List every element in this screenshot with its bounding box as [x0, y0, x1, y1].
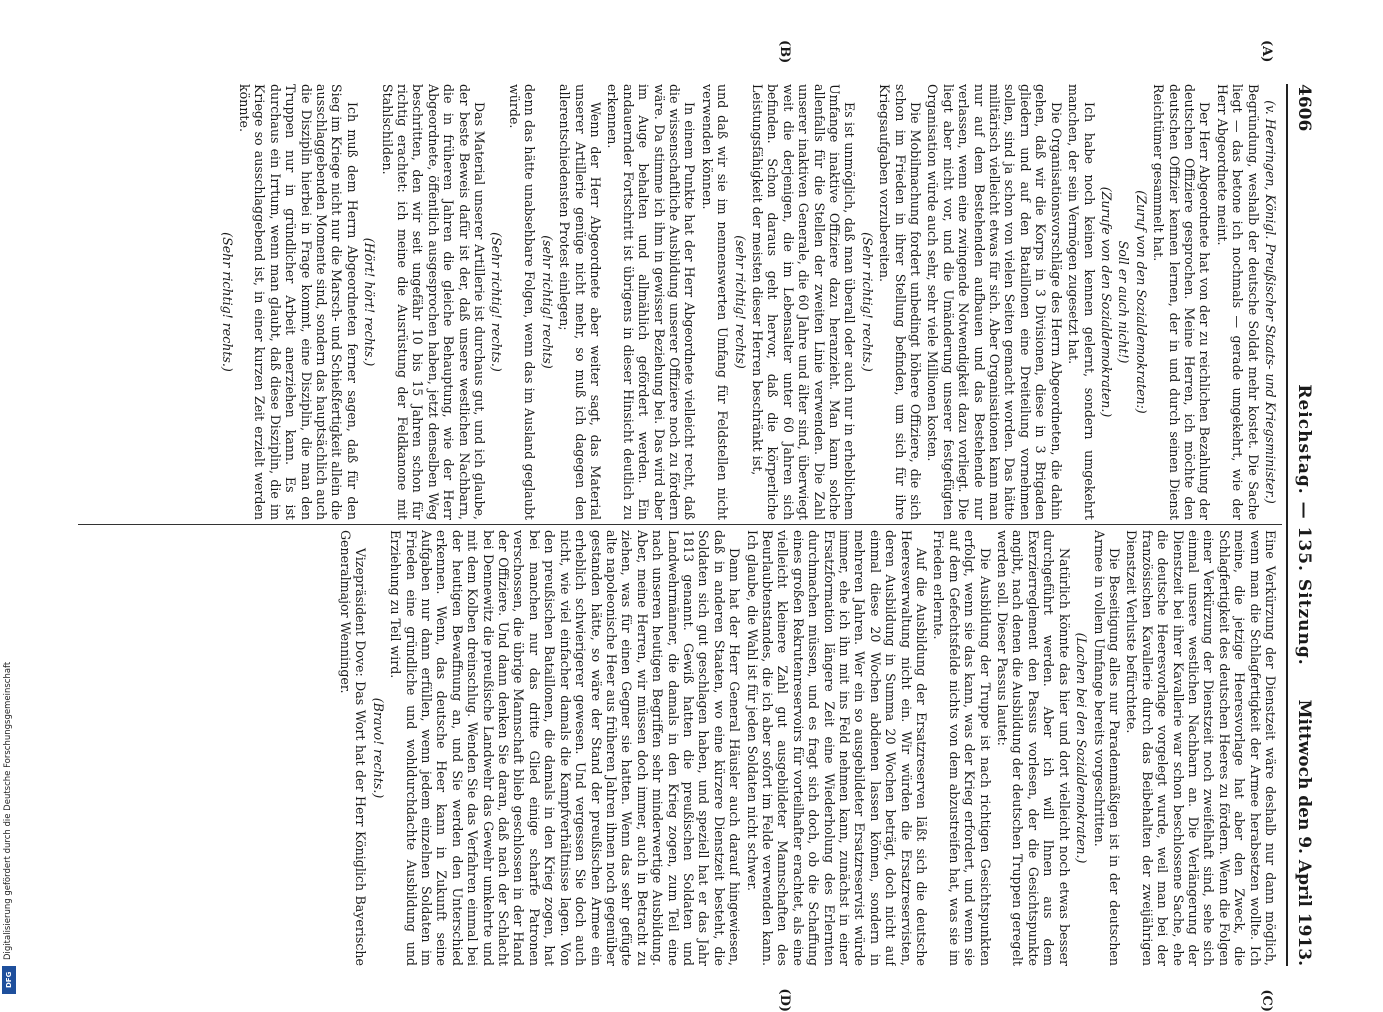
digitization-credit: Digitalisierung gefördert durch die Deutsche Forschungsgemeinschaft [3, 661, 13, 960]
paragraph: In einem Punkte hat der Herr Abgeordnete vielleicht recht, daß die wissenschaftliche Ausbildung unserer Offiziere noch zu fördern wäre. Da stimme ich ihm in gewisser Beziehung bei. Das wird aber im Auge behalten und allmählich gefördert werden. Ein andauernder Fortschritt ist übrigens in dieser Hinsicht deutlich zu erkennen. [605, 84, 698, 520]
interjection: (Sehr richtig! rechts.) [219, 232, 235, 372]
paragraph: und daß wir sie im nennenswerten Umfang für Feldstellen nicht verwenden können. [699, 84, 731, 520]
rotated-page [70, 40, 1320, 1012]
paragraph: Begründung, weshalb der deutsche Soldat mehr kostet. Die Sache liegt — das betone ich nochmals — gerade umgekehrt, wie der Herr Abgeordnete meint. [1214, 84, 1261, 520]
paragraph: Auf die Ausbildung der Ersatzreserven läßt sich die deutsche Heeresverwaltung nicht ein. Wir würden die Ersatzreservisten, deren Ausbildung in Summa 20 Wochen beträgt, doch nicht auf einmal diese 20 Wochen abdienen lassen können, sondern in mehreren Jahren. Wer ein so ausgebildeter Ersatzreservist würde immer, ehe ich ihn mit ins Feld nehmen kann, zunächst in einer Ersatzformation längere Zeit eine Wiederholung des Erlernten durchmachen müssen, und es fragt sich doch, ob die Schaffung eines großen Rekrutenreservoirs für vorteilhafter erachtet, als eine vielleicht kleinere Zahl gut ausgebildeter Mannschaften des Beurlaubtenstandes, die ich aber sofort im Felde verwenden kann. Ich glaube, die Wahl ist für jeden Soldaten nicht schwer. [744, 530, 930, 966]
paragraph: Ich muß dem Herrn Abgeordneten ferner sagen, daß für den Sieg im Kriege nicht nur die Marsch- und Schießfertigkeit allein die ausschlaggebenden Momente sind, sondern das hauptsächlich auch die Disziplin hierbei in Frage kommt, eine Disziplin, die man den Truppen nur in gründlicher Arbeit anerziehen kann. Es ist durchaus ein Irrtum, wenn man glaubt, daß diese Disziplin, die im Kriege so ausschlaggebend ist, in einer kurzen Zeit erzielt werden könnte. [237, 84, 360, 520]
speaker-announcement: Vizepräsident Dove: Das Wort hat der Herr Königlich Bayerische Generalmajor Wenninger. [338, 530, 369, 966]
interjection: (Hört! hört! rechts.) [362, 237, 378, 367]
paragraph: Die Organisationsvorschläge des Herrn Abgeordneten, die dahin gehen, daß wir die Korps in 3 Divisionen, diese in 3 Brigaden gliedern und auf den Bataillonen eine Dreiteilung vornehmen sollen, sind ja schon von vielen Seiten gemacht worden. Das hätte militärisch vielleicht etwas für sich. Aber Organisationen kann man nur auf dem Bestehenden aufbauen und das Bestehende nur verlassen, wenn eine zwingende Notwendigkeit dazu vorliegt. Die liegt aber nicht vor, und die Umänderung unserer festgefügten Organisation würde auch sehr, sehr viele Millionen kosten. [925, 84, 1064, 520]
column-divider [78, 524, 1282, 525]
quotation: Die Ausbildung der Truppe ist nach richtigen Gesichtspunkten erfolgt, wenn sie das kann, was der Krieg erfordert, und wenn sie auf dem Gefechtsfelde nichts von dem abzustreifen hat, was sie im Frieden erlernte. [931, 530, 993, 966]
paragraph: Das Material unserer Artillerie ist durchaus gut, und ich glaube, der beste Beweis dafür ist der, daß unsere westlichen Nachbarn, die in früheren Jahren die gleiche Behauptung, wie der Herr Abgeordnete, öffentlich ausgesprochen haben, jetzt denselben Weg beschritten, den wir seit ungefähr 10 bis 15 Jahren schon für richtig erachtet: ich meine die Ausrüstung der Feldkanone mit Stahlschilden. [379, 84, 488, 520]
interjection: (sehr richtig! rechts) [732, 235, 748, 369]
paragraph: denn das hätte unabsehbare Folgen, wenn das im Ausland geglaubt würde. [506, 84, 538, 520]
margin-marker-d: (D) [777, 988, 792, 1012]
margin-marker-a: (A) [1259, 40, 1274, 63]
interjection: (Bravo! rechts.) [370, 697, 386, 799]
interjection: (Sehr richtig! rechts.) [489, 232, 505, 372]
session-title: Reichstag. — 135. Sitzung. [1294, 384, 1314, 666]
interjection: (Zuruf von den Sozialdemokraten:) [1133, 190, 1149, 414]
interjection: Soll er auch nicht!) [1116, 240, 1132, 364]
page-number: 4606 [1294, 84, 1314, 132]
session-date: Mittwoch den 9. April 1913. [1294, 699, 1314, 966]
right-column [78, 530, 1278, 966]
paragraph: Die Mobilmachung fordert unbedingt höhere Offiziere, die sich schon im Frieden in ihrer Stellung befinden, um sich für ihre Kriegsaufgaben vorzubereiten. [877, 84, 924, 520]
paragraph: Dann hat der Herr General Häusler auch darauf hingewiesen, daß in anderen Staaten, wo eine kürzere Dienstzeit besteht, die Soldaten sich gut geschlagen haben, und speziell hat er das Jahr 1813 genannt. Gewiß hatten die preußischen Soldaten und Landwehrmänner, die damals in den Krieg zogen, zum Teil eine nach unseren heutigen Begriffen sehr minderwertige Ausbildung. Aber, meine Herren, wir müssen doch immer, auch in Betracht zu ziehen, was für einen Gegner sie hatten. Wenn das sehr gefügte alte napoleonische Heer aus früheren Jahren ihnen noch gegenüber gestanden hätte, so wäre der Stand der preußischen Armee ein erheblich schwierigerer gewesen. Und vergessen Sie doch auch nicht, wie viel einfacher damals die Kampfverhältnisse lagen. Von den preußischen Bataillonen, die damals in den Krieg zogen, hat bei manchen nur das dritte Glied einige scharfe Patronen verschossen, die übrige Mannschaft blieb geschlossen in der Hand der Offiziere. Und dann denken Sie daran, daß nach der Schlacht bei Dennewitz die preußische Landwehr das Gewehr umkehrte und mit dem Kolben dreinschlug. Wenden Sie das Verfahren einmal bei der heutigen Bewaffnung an, und Sie werden den Unterschied erkennen. Wenn, das deutsche Heer kann in Zukunft seine Aufgaben nur dann erfüllen, wenn jedem einzelnen Soldaten im Frieden eine gründliche und wohldurchdachte Ausbildung und Erziehung zu Teil wird. [388, 530, 743, 966]
dfg-logo: DFG [2, 966, 16, 994]
scan-sidebar [0, 0, 18, 1000]
paragraph: Natürlich könnte das hier und dort vielleicht noch etwas besser durchgeführt werden. Aber ich will Ihnen aus dem Exerzierreglement den Passus vorlesen, der die Gesichtspunkte angibt, nach denen die Ausbildung der deutschen Truppen geregelt werden soll. Dieser Passus lautet: [995, 530, 1072, 966]
paragraph: Es ist unmöglich, daß man überall oder auch nur in erheblichem Umfange inaktive Offiziere dazu heranzieht. Man kann solche allenfalls für die Stellen der zweiten Linie verwenden. Die Zahl unserer inaktiven Generale, die 60 Jahre und älter sind, überwiegt weit die derjenigen, die im Lebensalter unter 60 Jahren sich befinden. Schon daraus geht hervor, daß die körperliche Leistungsfähigkeit der meisten dieser Herren beschränkt ist, [750, 84, 858, 520]
page-header [1286, 84, 1314, 966]
interjection: (Sehr richtig! rechts.) [859, 232, 875, 372]
paragraph: Der Herr Abgeordnete hat von der zu reichlichen Bezahlung der deutschen Offiziere gesprochen. Meine Herren, ich möchte den deutschen Offizier kennen lernen, der in und durch seinen Dienst Reichtümer gesammelt hat. [1151, 84, 1213, 520]
left-column [78, 84, 1278, 520]
speaker-attribution: (v. Heeringen, Königl. Preußischer Staats- und Kriegsminister.) [1263, 100, 1278, 504]
paragraph: Die Beseitigung alles nur Paradenmäßigen ist in der deutschen Armee in vollem Umfange bereits vorgeschritten. [1091, 530, 1122, 966]
interjection: (Zurufe von den Sozialdemokraten.) [1098, 186, 1114, 418]
interjection: (Lachen bei den Sozialdemokraten.) [1074, 632, 1090, 864]
paragraph: Eine Verkürzung der Dienstzeit wäre deshalb nur dann möglich, wenn man die Schlagfertigkeit der Armee herabsetzen wollte. Ich meine, die jetzige Heeresvorlage hat aber den Zweck, die Schlagfertigkeit des deutschen Heeres zu fördern. Wenn die Folgen einer Verkürzung der Dienstzeit noch zweifelhaft sind, sehe sich einmal unsere westlichen Nachbarn an. Die Verlängerung der Dienstzeit bei ihrer Kavallerie war schon beschlossene Sache, ehe die deutsche Heeresvorlage vorgelegt wurde, weil man bei der französischen Kavallerie durch das Beibehalten der zweijährigen Dienstzeit Verluste befürchtete. [1124, 530, 1278, 966]
paragraph: Wenn der Herr Abgeordnete aber weiter sagt, das Material unserer Artillerie genüge nicht mehr, so muß ich dagegen den allerentschiedensten Protest einlegen; [557, 84, 603, 520]
margin-marker-b: (B) [777, 40, 792, 64]
paragraph: Ich habe noch keinen kennen gelernt, sondern umgekehrt manchen, der sein Vermögen zugesetzt hat. [1066, 84, 1097, 520]
interjection: (sehr richtig! rechts) [539, 235, 555, 369]
margin-marker-c: (C) [1259, 989, 1274, 1012]
